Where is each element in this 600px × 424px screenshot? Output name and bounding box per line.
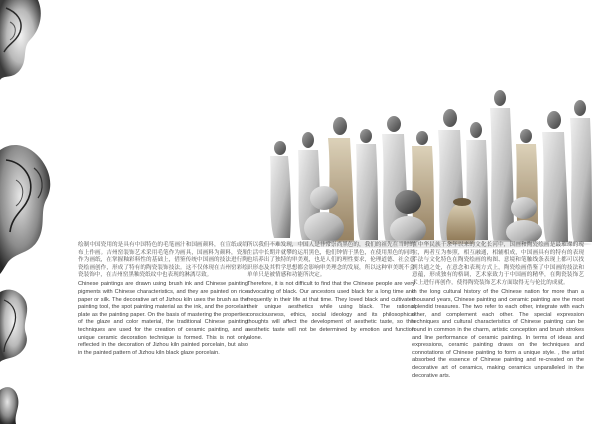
paragraph-english: In the long cultural history of the Chinese nation for more than a thousand years, Chinese painting and ceramic painting are the most splendid treasures. The two refer to each other, integrate with each other, and complement each other. The special expression techniques and cultural characteristics of Chinese painting can be found in common in the charm, artistic conception and brush strokes and line performance of ceramic painting. In terms of ideas and expressions, ceramic painting draws on the techniques and connotations of Chinese painting to form a unique style. , the artist absorbed the essence of Chinese painting and re-created on the decorative art of ceramics, making ceramics unparalleled in the decorative arts.: [412, 289, 584, 379]
paragraph-chinese: 所以我们不难发现，中国人是非常崇尚黑色的，我们的祖先在当时的生活中长期并就攀的运用黑色，他们钟情于黑色，在使用黑色的同时也培养出了独特的审美观，也是人们的理性要求，伦理道德、社会意识形态及其哲学思想都会影响审美理念的发展，所以这种审美既不会单单只是被情感和功能所决定。: [247, 242, 415, 279]
paragraph-english: Therefore, it is not difficult to find that the Chinese people are very advocating of black. Our ancestors used black for a long time and frequently in their life at that time. They loved black and cultivated their unique aesthetics while using black. The rational consciousness, ethics, social ideology and its philosophical thoughts will affect the development of aesthetic taste, so this aesthetic taste will not be determined by emotion and function alone.: [247, 281, 415, 341]
paragraph-english: Chinese paintings are drawn using brush ink and Chinese painting pigments with Chinese characteristics, and they are painted on rice paper or silk. The decorative art of Jizhou kiln uses the brush as the painting tool, the spot painting material as the ink, and the porcelain plate as the painting paper. On the basis of mastering the properties of the glaze and color material, the traditional Chinese painting techniques are used for the creation of ceramic painting, and a unique ceramic decoration technique is formed. This is not only reflected in the decoration of Jizhou kiln painted porcelain, but also in the painted pattern of Jizhou kiln black glaze porcelain.: [78, 281, 248, 356]
text-column-1: [78, 242, 248, 359]
paragraph-chinese: 在中华民族千余年以来的文化长河中，国画和陶瓷绘画是最璀璨的瑰宝，两者互为参照，相互融通，相辅相成，中国画具有的特有的表现手法与文化特色在陶瓷绘画的构图、意境和笔触线条表现上都可以找到共通之处，在意念和表现方式上，陶瓷绘画借鉴了中国画的技法和意蕴，形成独有的格调，艺术家致力于中国画的精华，在陶瓷装饰艺术上进行再创作，使得陶瓷装饰艺术方面取得无与伦比的成就。: [412, 242, 584, 286]
ceramic-figurines-illustration: [262, 78, 594, 248]
text-column-2: [247, 242, 415, 344]
ink-wash-illustration-left: [0, 0, 80, 424]
text-column-3: [412, 242, 584, 382]
paragraph-chinese: 绘制中国瓷用的是具有中国特色的毛笔画汁和国画颜料，在宣纸或绢布上作画。吉州窑装饰艺术采用毛笔作为画具，国画料为颜料，瓷胎作为画纸，在掌握釉彩料性的基础上，借鉴传统中国画的技法进行陶瓷绘画创作，形成了特有的陶瓷装饰技法。这不仅体现在吉州窑彩绘瓷装饰中，在吉州窑黑釉瓷纸纹中也表现的淋漓尽致。: [78, 242, 248, 279]
